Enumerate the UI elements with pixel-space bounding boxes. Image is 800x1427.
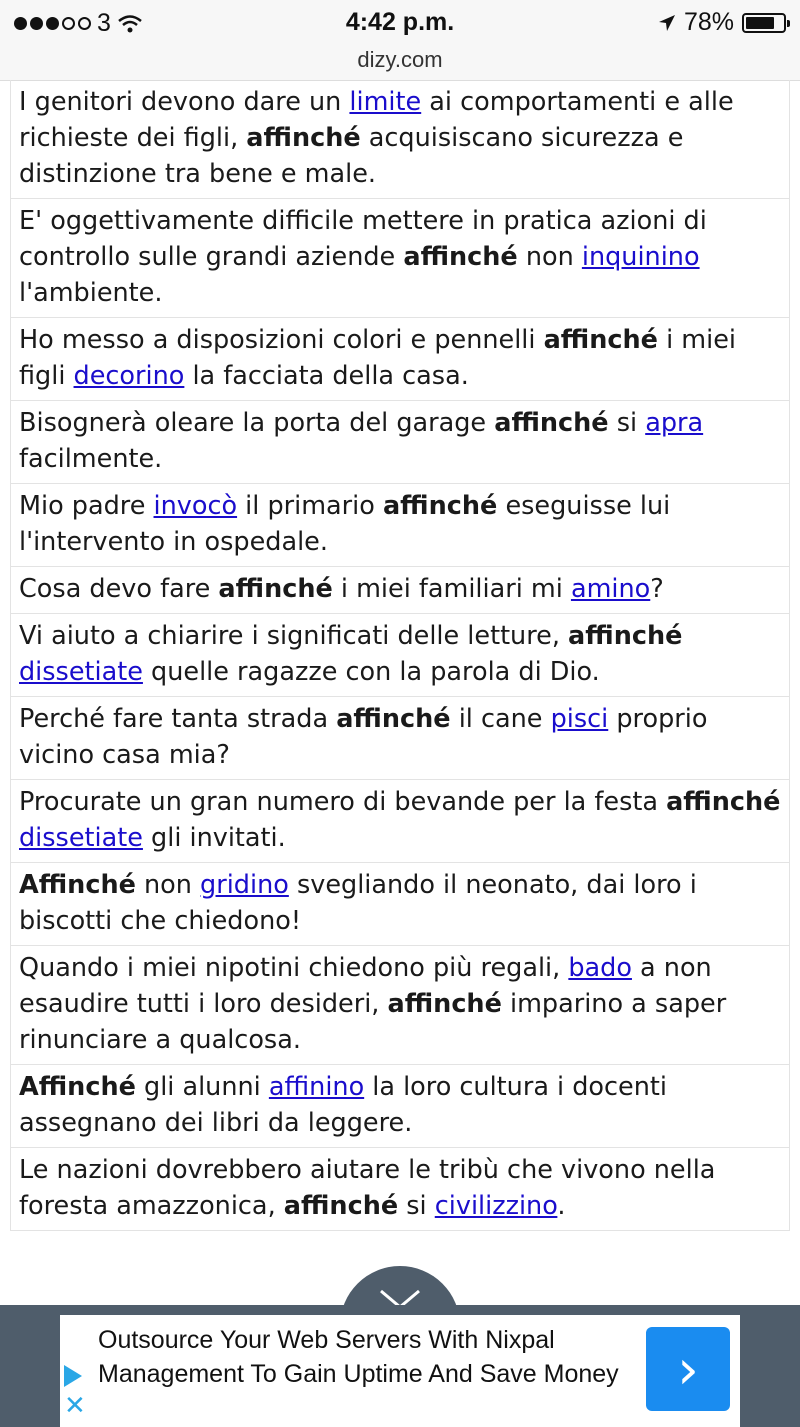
sentence-text: svegliando il neonato, dai loro i biscotti che chiedono! <box>19 870 697 936</box>
battery-icon <box>742 13 786 33</box>
example-sentence <box>10 401 790 484</box>
word-link[interactable]: apra <box>645 408 704 438</box>
keyword-highlight: Affinché <box>19 870 136 900</box>
sentence-text: I genitori devono dare un <box>19 87 350 117</box>
keyword-highlight: affinché <box>382 491 498 521</box>
sentence-text: i miei familiari mi <box>332 574 571 604</box>
word-link[interactable]: dissetiate <box>19 657 143 687</box>
ad-text[interactable]: Outsource Your Web Servers With Nixpal Management To Gain Uptime And Save Money <box>98 1326 619 1388</box>
keyword-highlight: affinché <box>218 574 333 604</box>
example-sentence <box>10 946 790 1065</box>
keyword-highlight: Affinché <box>19 1072 136 1102</box>
word-link[interactable]: affinino <box>268 1072 365 1102</box>
sentence-list <box>0 80 800 1231</box>
close-icon[interactable]: ✕ <box>64 1391 86 1421</box>
sentence-text: eseguisse lui l'intervento in ospedale. <box>19 491 671 557</box>
chevron-right-icon: › <box>677 1337 699 1401</box>
keyword-highlight: affinché <box>666 787 781 817</box>
word-link[interactable]: pisci <box>550 704 609 734</box>
word-link[interactable]: gridino <box>200 870 289 900</box>
sentence-text: E' oggettivamente difficile mettere in pratica azioni di controllo sulle grandi aziende <box>19 206 707 272</box>
keyword-highlight: affinché <box>543 325 658 355</box>
keyword-highlight: affinché <box>246 123 361 153</box>
sentence-text: imparino a saper rinunciare a qualcosa. <box>19 989 727 1055</box>
word-link[interactable]: dissetiate <box>19 823 143 853</box>
carrier-name: 3 <box>97 9 111 37</box>
word-link[interactable]: inquinino <box>581 242 700 272</box>
sentence-text: Bisognerà oleare la porta del garage <box>19 408 495 438</box>
sentence-text: l'ambiente. <box>19 278 163 308</box>
word-link[interactable]: limite <box>349 87 422 117</box>
sentence-text: acquisiscano sicurezza e distinzione tra bene e male. <box>19 123 684 189</box>
sentence-text: a non esaudire tutti i loro desideri, <box>19 953 712 1019</box>
sentence-text: . <box>557 1191 566 1221</box>
sentence-text: si <box>398 1191 435 1221</box>
ad-choices[interactable] <box>64 1365 90 1419</box>
sentence-text: gli alunni <box>135 1072 269 1102</box>
example-sentence <box>10 567 790 614</box>
keyword-highlight: affinché <box>568 621 683 651</box>
sentence-text: quelle ragazze con la parola di Dio. <box>142 657 600 687</box>
sentence-text: i miei figli <box>19 325 736 391</box>
sentence-text: non <box>135 870 201 900</box>
ad-card[interactable] <box>60 1315 740 1427</box>
keyword-highlight: affinché <box>336 704 451 734</box>
word-link[interactable]: decorino <box>73 361 185 391</box>
keyword-highlight: affinché <box>494 408 609 438</box>
sentence-text: la facciata della casa. <box>184 361 469 391</box>
example-sentence <box>10 863 790 946</box>
sentence-text: proprio vicino casa mia? <box>19 704 708 770</box>
example-sentence <box>10 780 790 863</box>
sentence-text: non <box>517 242 582 272</box>
word-link[interactable]: bado <box>568 953 632 983</box>
example-sentence <box>10 697 790 780</box>
battery-percent: 78% <box>683 8 734 36</box>
ad-banner <box>0 1305 800 1427</box>
example-sentence <box>10 80 790 199</box>
location-arrow-icon <box>658 14 676 32</box>
word-link[interactable]: invocò <box>153 491 238 521</box>
adchoices-play-icon <box>64 1365 82 1387</box>
example-sentence <box>10 1065 790 1148</box>
example-sentence <box>10 614 790 697</box>
sentence-text: Quando i miei nipotini chiedono più regali, <box>19 953 569 983</box>
status-bar <box>0 0 800 46</box>
sentence-text: Perché fare tanta strada <box>19 704 337 734</box>
sentence-text: Procurate un gran numero di bevande per la festa <box>19 787 667 817</box>
sentence-text: il cane <box>450 704 551 734</box>
sentence-text: Le nazioni dovrebbero aiutare le tribù che vivono nella foresta amazzonica, <box>19 1155 716 1221</box>
sentence-text: gli invitati. <box>142 823 286 853</box>
sentence-text: ai comportamenti e alle richieste dei figli, <box>19 87 734 153</box>
example-sentence <box>10 1148 790 1231</box>
sentence-text: si <box>608 408 646 438</box>
word-link[interactable]: amino <box>570 574 651 604</box>
example-sentence <box>10 199 790 318</box>
sentence-text: la loro cultura i docenti assegnano dei libri da leggere. <box>19 1072 667 1138</box>
sentence-text: Mio padre <box>19 491 154 521</box>
clock: 4:42 p.m. <box>345 8 455 36</box>
sentence-text: facilmente. <box>19 444 163 474</box>
sentence-text: ? <box>650 574 664 604</box>
status-right <box>658 8 786 37</box>
keyword-highlight: affinché <box>283 1191 399 1221</box>
sentence-text: Cosa devo fare <box>19 574 219 604</box>
keyword-highlight: affinché <box>403 242 518 272</box>
sentence-text: Ho messo a disposizioni colori e pennelli <box>19 325 544 355</box>
keyword-highlight: affinché <box>387 989 502 1019</box>
ad-cta-button[interactable] <box>646 1327 730 1411</box>
address-domain: dizy.com <box>357 47 443 72</box>
address-bar[interactable] <box>0 46 800 81</box>
sentence-text: Vi aiuto a chiarire i significati delle letture, <box>19 621 569 651</box>
word-link[interactable]: civilizzino <box>434 1191 558 1221</box>
sentence-text: il primario <box>237 491 383 521</box>
example-sentence <box>10 484 790 567</box>
example-sentence <box>10 318 790 401</box>
